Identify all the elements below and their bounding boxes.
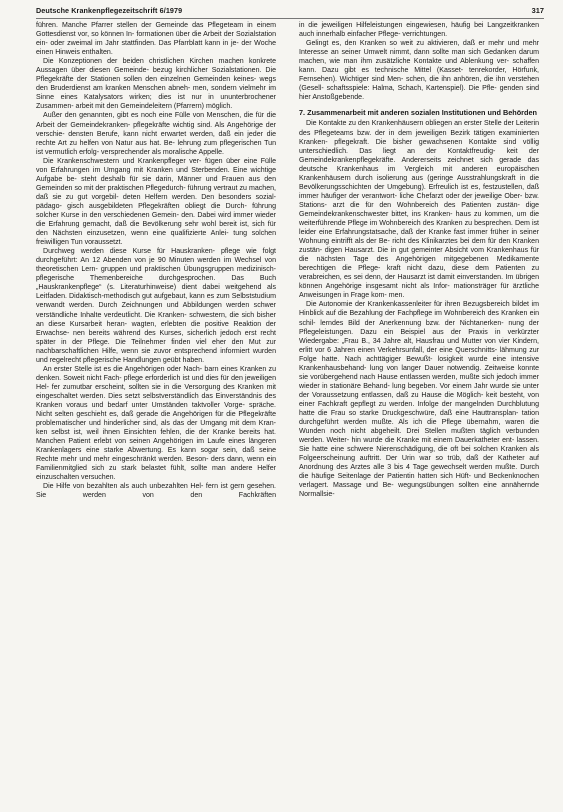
paragraph: in die jeweiligen Hilfeleistungen eingewiesen, häufig bei Langzeitkranken auch innerhalb einfacher Pflege- verrichtungen. <box>299 22 539 39</box>
paragraph: An erster Stelle ist es die Angehörigen oder Nach- barn eines Kranken zu denken. Soweit nicht Fach- pflege erforderlich ist und dies für den jeweiligen Hel- fer zumutbar erscheint, sollten sie in die Versorgung des Kranken mit eingeschaltet werden. Dies setzt selbstverständlich das Einverständnis des Kranken voraus und bedarf unter Umständen taktvoller Vorge- spräche. Nicht selten geschieht es, daß gerade die Angehörigen für die Pflegekräfte problematischer und hinderlicher sind, als das der Umgang mit dem Kran- ken selbst ist, weil ihnen Einsichten fehlen, die der Kranke bereits hat. Manchen Patient erlebt von seinen Angehörigen im Laufe eines längeren Krankenlagers eine starke Abwertung. Es kann sogar sein, daß seine Rechte mehr und mehr eingeschränkt werden. Beson- ders dann, wenn ein Familienmitglied sich zu stark belastet fühlt, sollte man andere Helfer einzuschalten versuchen. <box>36 365 276 482</box>
paragraph: Die Konzeptionen der beiden christlichen Kirchen machen konkrete Aussagen über diesen Gemeinde- bezug kirchlicher Sozialstationen. Die Pflegekräfte der Stationen sollen den einzelnen Gemeinden keines- wegs den Bruderdienst am kranken Menschen abneh- men, sondern vielmehr im Sinne eines Katalysators wirken; dies ist nur in ununterbrochener Zusammen- arbeit mit den Gemeindeleitern (Pfarrern) möglich. <box>36 58 276 111</box>
right-text-column <box>299 21 539 499</box>
paragraph: Die Kontakte zu den Krankenhäusern obliegen an erster Stelle der Leiterin des Pflegeteams bzw. der in dem jeweiligen Bezirk tätigen examinierten Kranken- pflegekraft. Die bisher gewachsenen Kontakte sind völlig unterschiedlich. Das liegt an der Kontaktfreudig- keit der Gemeindekrankenpflegekräfte. Andererseits zeichnet sich gerade das deutsche Krankenhaus im Vergleich mit anderen europäischen Krankenhäusern durch isolierung aus (geringe Ausstrahlungskraft in die Bevölkerungsschichten der Umgebung). Erfreulich ist es, festzustellen, daß immer häufiger der verantwort- liche Chefarzt oder der jeweilige Ober- bzw. Stations- arzt die für den Wohnbereich des Patienten zustän- dige Gemeindekrankenschwester bittet, ins Kranken- haus zu kommen, um die weiterführende Pflege im Wohnbereich des Kranken zu besprechen. Dem ist leider eine Erfahrungstatsache, daß der Kranke fast immer früher in seiner Wohnung eintrifft als der Be- richt des Klinikarztes bei dem für den Kranken zustän- digen Hausarzt. Die in gut gemeinter Absicht vom Krankenhaus für die nächsten Tage des Angehörigen mitgegebenen Medikamente berechtigen die Pflege- kraft nicht dazu, diese dem Patienten zu verabreichen, es sei denn, der Hausarzt ist damit einverstanden. Im übrigen können Angehörige insgesamt nicht als Infor- mationsträger für ärztliche Anweisungen in Frage kom- men. <box>299 120 539 300</box>
paragraph: Die Hilfe von bezahlten als auch unbezahlten Hel- fern ist gern gesehen. Sie werden von den Fachkräften <box>36 483 276 500</box>
paragraph: Die Krankenschwestern und Krankenpfleger ver- fügen über eine Fülle von Erfahrungen im Umgang mit Kranken und Sterbenden. Eine wichtige Aufgabe be- steht deshalb für sie darin, Männer und Frauen aus den Gemeinden so mit der praktischen Pflegedurch- führung vertraut zu machen, daß sie zu gut vorgebil- deten Helfern werden. Den besonders sozial-pädago- gisch ausgebildeten Pflegekräften obliegt die Durch- führung solcher Kurse in den verschiedenen Gemein- den. Dabei wird immer wieder die Erfahrung gemacht, daß die Bevölkerung sehr wohl bereit ist, sich für den Nächsten einzusetzen, wenn eine qualifizierte Anlei- tung solchen freiwilligen Tun voraussetzt. <box>36 157 276 247</box>
journal-title: Deutsche Krankenpflegezeitschrift 6/1979 <box>36 6 183 15</box>
paragraph: führen. Manche Pfarrer stellen der Gemeinde das Pflegeteam in einem Gottesdienst vor, so können In- formationen über die Arbeit der Sozialstation ein- oder zweimal im Jahr stattfinden. Das Pfarrblatt kann in je- der Woche einen Hinweis enthalten. <box>36 22 276 57</box>
page-number: 317 <box>531 6 544 15</box>
header-rule <box>36 18 544 19</box>
paragraph: Die Autonomie der Krankenkassenleiter für ihren Bezugsbereich bildet im Hinblick auf die Bezahlung der Fachpflege im Wohnbereich des Kranken ein schil- lerndes Bild der Anerkennung bzw. der Nichtanerken- nung der Pflegeleistungen. Dazu ein Beispiel aus der Praxis in verkürzter Wiedergabe: „Frau B., 34 Jahre alt, Hausfrau und Mutter von vier Kindern, erlitt vor 6 Jahren einen Verkehrsunfall, der eine Querschnitts- lähmung zur Folge hatte. Nach achttägiger Bewußt- losigkeit wurde eine intensive Krankenhausbehand- lung von langer Dauer notwendig. Zeitweise konnte sie vorübergehend nach Hause entlassen werden, mußte sich jedoch immer wieder in stationäre Behand- lung begeben. Vor einem Jahr wurde sie unter der Voraussetzung entlassen, daß zu Hause die Möglich- keit besteht, von einer Fachkraft gepflegt zu werden. Infolge der mangelnden Durchblutung hatte die Frau so starke Druckgeschwüre, daß eine Hauttransplan- tation durchgeführt werden mußte. Als ich die Pflege übernahm, waren die Wunden noch nicht abgeheilt. Drei Stellen mußten täglich verbunden werden. Weiter- hin wurde die Kranke mit einem Dauerkatheter ent- lassen. Sie hatte eine schwere Nierenschädigung, die oft bei solchen Kranken als Folgeerscheinung auftritt. Der Urin war so trüb, daß der Katheter auf Anordnung des Arztes alle 3 bis 4 Tage gewechselt werden mußte. Durch die häufige Seitenlage der Patientin hatten sich Hüft- und Beckenknochen verlagert. Massage und Be- wegungsübungen sollten eine annähernde Normallsie- <box>299 301 539 499</box>
section-heading: 7. Zusammenarbeit mit anderen sozialen Institutionen und Behörden <box>299 108 537 118</box>
left-text-column <box>36 21 276 500</box>
paragraph: Außer den genannten, gibt es noch eine Fülle von Menschen, die für die Arbeit der Gemeindekranken- pflegekräfte wichtig sind. Als Angehörige der verschie- densten Berufe, kann nicht erwartet werden, daß ein jeder die rechte Art zu helfen von Natur aus hat. Be- lehrung zum pflegerischen Tun ist vermutlich erfolg- versprechender als moralische Appelle. <box>36 112 276 156</box>
paragraph: Gelingt es, den Kranken so weit zu aktivieren, daß er mehr und mehr Interesse an seiner Umwelt nimmt, dann sollte man sich Gedanken darum machen, wie man ihm zusätzliche Kontakte und Ablenkung ver- schaffen kann. Dazu gibt es technische Mittel (Kasset- tenrekorder, Hörfunk, Fernsehen). Wichtiger sind Men- schen, die ihn anhören, die ihn verstehen (Gesell- schaftsspiele: Halma, Schach, Kartenspiel). Die Pfle- genden sind hier Anstoßgebende. <box>299 40 539 102</box>
paragraph: Durchweg werden diese Kurse für Hauskranken- pflege wie folgt durchgeführt: An 12 Abenden von je 90 Minuten werden im Wechsel von theoretischen Lern- gruppen und praktischen Übungsgruppen medizinisch- pflegerische Themenbereiche durchgesprochen. Das Buch „Hauskrankenpflege“ (s. Literaturhinweise) dient dabei weitgehend als Leitfaden. Didaktisch-methodisch gut aufgebaut, kann es zum Selbststudium verwandt werden. Durch Zeichnungen und Abbildungen werden schwer verständliche Inhalte verdeutlicht. Die Kranken- schwestern, die sich bisher an diese Kursarbeit heran- wagten, erlebten die positive Reaktion der Erwachse- nen bereits während des Kurses, sicherlich jedoch erst recht später in der Pflege. Die Teilnehmer finden viel eher den Mut zur nachbarschaftlichen Hilfe, wenn sie zuvor entsprechend informiert wurden und regelrecht pflegerische Handlungen geübt haben. <box>36 248 276 364</box>
